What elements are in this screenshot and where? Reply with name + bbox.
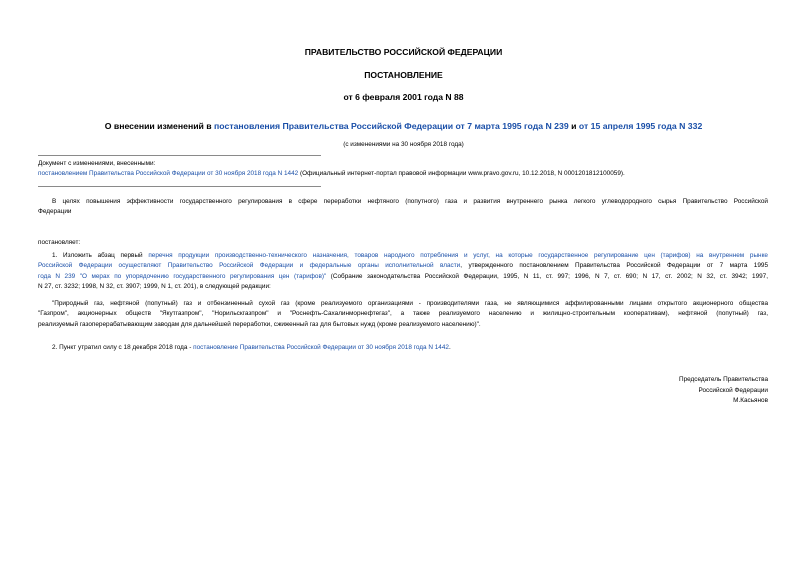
preamble-line: Федерации	[38, 208, 72, 216]
item-1-line: N 27, ст. 3232; 1998, N 32, ст. 3907; 1999, N 1, ст. 201), в следующей редакции:	[38, 283, 271, 291]
decree-239-link[interactable]: года N 239 "О мерах по упорядочению государственного регулирования цен (тарифов)"	[38, 272, 327, 280]
item-1-line	[38, 272, 768, 282]
changes-source: (Официальный интернет-портал правовой информации www.pravo.gov.ru, 10.12.2018, N 0001201812100059).	[298, 170, 625, 178]
signature-name: М.Касьянов	[733, 397, 768, 404]
title-middle: и	[568, 121, 579, 131]
decree-1442-link[interactable]: постановление Правительства Российской Федерации от 30 ноября 2018 года N 1442	[193, 344, 449, 351]
quoted-text	[38, 299, 768, 330]
item-1-text: (Собрание законодательства Российской Федерации, 1995, N 11, ст. 997; 1996, N 7, ст. 690; N 17, ст. 2002; N 32, ст. 3942; 1997,	[326, 272, 769, 280]
item-1-text: , утвержденного постановлением Правительства Российской Федерации от 7 марта 1995	[460, 262, 769, 270]
item-2	[38, 343, 768, 353]
item-1-line	[38, 251, 768, 261]
quote-line: реализуемый газоперерабатывающим заводам для дальнейшей переработки, сжиженный газ для бытовых нужд (кроме реализуемого населению)".	[38, 320, 481, 328]
title-prefix: О внесении изменений в	[104, 121, 215, 131]
document-title	[0, 121, 807, 131]
item-1	[38, 251, 768, 293]
decides-word: постановляет:	[38, 239, 81, 246]
item-2-prefix: 2. Пункт утратил силу с 18 декабря 2018 года -	[52, 344, 194, 351]
quote-line: "Природный газ, нефтяной (попутный) газ и отбензиненный сухой газ (кроме реализуемого организациями - производителями газа, не являющимися аффилированными лицами открытого акционерного общества	[52, 300, 768, 307]
item-1-list-link[interactable]: перечня продукции производственно-технического назначения, товаров народного потребления и услуг, на которые государственное регулирование цен (тарифов) на внутреннем рынке	[148, 252, 768, 259]
item-2-suffix: .	[448, 344, 451, 351]
item-1-list-link-continued[interactable]: Российской Федерации осуществляют Правительство Российской Федерации и федеральные органы исполнительной власти	[38, 262, 461, 270]
changes-box	[38, 159, 768, 180]
changes-label: Документ с изменениями, внесенными:	[38, 160, 156, 167]
changes-bottom-divider	[38, 186, 321, 187]
quote-line: "Газпром", акционерных обществ "Якутгазпром", "Норильскгазпром" и "Роснефть-Сахалинморнефтегаз", а также реализуемого населению и жилищно-строительным кооперативам), нефтяной (попутный) газ,	[38, 310, 768, 318]
signature-position: Председатель Правительства	[679, 376, 768, 383]
signature-block	[679, 375, 768, 407]
signature-organization: Российской Федерации	[698, 386, 768, 394]
preamble-line: В целях повышения эффективности государственного регулирования в сфере переработки нефтяного (попутного) газа и развития внутреннего рынка легкого углеводородного сырья Правительство Российской	[52, 198, 768, 205]
item-2-line	[38, 343, 768, 353]
changes-link[interactable]: постановлением Правительства Российской Федерации от 30 ноября 2018 года N 1442	[38, 170, 299, 178]
document-type-heading: ПОСТАНОВЛЕНИЕ	[364, 70, 443, 80]
item-1-prefix: 1. Изложить абзац первый	[52, 252, 149, 259]
changes-top-divider	[38, 155, 321, 156]
preamble	[38, 197, 768, 218]
date-number-heading: от 6 февраля 2001 года N 88	[343, 92, 464, 102]
edition-note: (с изменениями на 30 ноября 2018 года)	[343, 141, 464, 148]
title-link-332[interactable]: от 15 апреля 1995 года N 332	[578, 121, 703, 131]
title-link-239[interactable]: постановления Правительства Российской Федерации от 7 марта 1995 года N 239	[214, 121, 569, 131]
item-1-line	[38, 261, 768, 271]
changes-line	[38, 169, 768, 179]
government-heading: ПРАВИТЕЛЬСТВО РОССИЙСКОЙ ФЕДЕРАЦИИ	[304, 47, 503, 57]
